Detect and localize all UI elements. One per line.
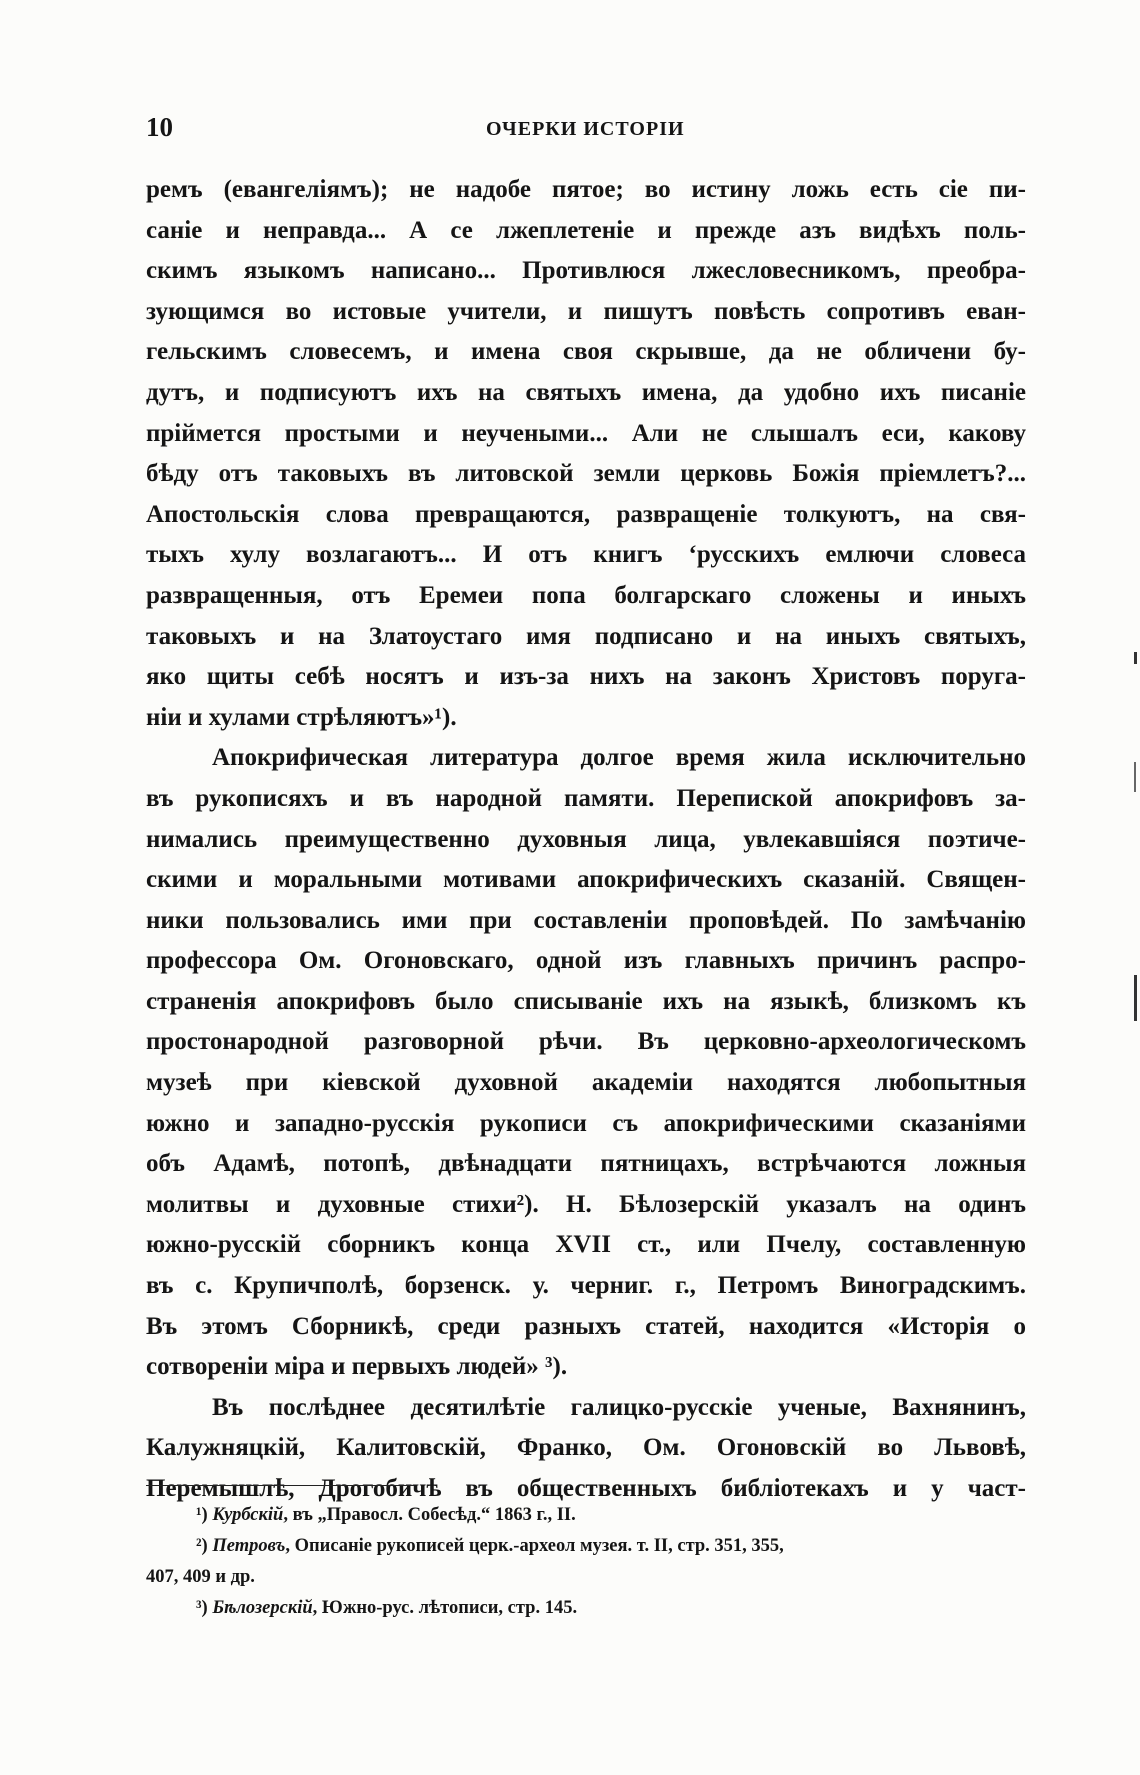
- text-line: объ Адамѣ, потопѣ, двѣнадцати пятницахъ, встрѣчаются ложныя: [146, 1150, 1026, 1178]
- running-title: ОЧЕРКИ ИСТОРІИ: [486, 118, 685, 140]
- footnote-divider: [146, 1485, 414, 1486]
- footnote-text: , въ „Правосл. Собесѣд.“ 1863 г., II.: [283, 1505, 576, 1525]
- footnote-3: [146, 1593, 1026, 1624]
- text-line: пріймется простыми и неучеными... Али не слышалъ еси, какову: [146, 419, 1026, 447]
- scan-artifact: [1134, 762, 1136, 792]
- text-line: простонародной разговорной рѣчи. Въ церковно-археологическомъ: [146, 1028, 1026, 1056]
- text-line: сотвореніи міра и первыхъ людей» ³).: [146, 1353, 568, 1381]
- text-line: страненія апокрифовъ было списываніе ихъ на языкѣ, близкомъ къ: [146, 987, 1026, 1015]
- footnote-marker: ²): [196, 1536, 208, 1556]
- text-line: ники пользовались ими при составленіи проповѣдей. По замѣчанію: [146, 906, 1026, 934]
- text-line: Въ этомъ Сборникѣ, среди разныхъ статей, находится «Исторія о: [146, 1312, 1026, 1340]
- page-header: [146, 112, 1026, 152]
- text-line: скимъ языкомъ написано... Противлюся лжесловесникомъ, преобра-: [146, 257, 1026, 285]
- text-line: въ рукописяхъ и въ народной памяти. Перепиской апокрифовъ за-: [146, 784, 1026, 812]
- footnote-2: [146, 1531, 1026, 1562]
- footnote-2-continuation: 407, 409 и др.: [146, 1567, 255, 1587]
- footnotes: [146, 1500, 1026, 1624]
- text-line: южно-русскій сборникъ конца XVII ст., или Пчелу, составленную: [146, 1231, 1026, 1259]
- text-line: Апостольскія слова превращаются, развращеніе толкуютъ, на свя-: [146, 500, 1026, 528]
- text-line: Калужняцкій, Калитовскій, Франко, Ом. Огоновскій во Львовѣ,: [146, 1434, 1026, 1462]
- text-line: яко щиты себѣ носятъ и изъ-за нихъ на законъ Христовъ поруга-: [146, 663, 1026, 691]
- footnote-1: [146, 1500, 1026, 1531]
- text-line: южно и западно-русскія рукописи съ апокрифическими сказаніями: [146, 1109, 1026, 1137]
- text-line: нимались преимущественно духовныя лица, увлекавшіяся поэтиче-: [146, 825, 1026, 853]
- text-line: гельскимъ словесемъ, и имена своя скрывше, да не обличени бу-: [146, 338, 1026, 366]
- text-line: музеѣ при кіевской духовной академіи находятся любопытныя: [146, 1069, 1026, 1097]
- main-text: [146, 170, 1026, 1510]
- footnote-marker: ³): [196, 1598, 208, 1618]
- text-line: молитвы и духовные стихи²). Н. Бѣлозерскій указалъ на одинъ: [146, 1190, 1026, 1218]
- footnote-text: , Южно-рус. лѣтописи, стр. 145.: [312, 1598, 578, 1618]
- text-line: саніе и неправда... А се лжеплетеніе и прежде азъ видѣхъ поль-: [146, 216, 1026, 244]
- paragraph-first-line: Апокрифическая литература долгое время жила исключительно: [212, 744, 1026, 772]
- page-number: 10: [146, 112, 173, 142]
- text-line: Перемышлѣ, Дрогобичѣ въ общественныхъ библіотекахъ и у част-: [146, 1475, 1026, 1502]
- scan-artifact: [1134, 975, 1137, 1021]
- footnote-author: Петровъ: [212, 1536, 286, 1556]
- text-line: зующимся во истовые учители, и пишутъ повѣсть сопротивъ еван-: [146, 297, 1026, 325]
- text-line: профессора Ом. Огоновскаго, одной изъ главныхъ причинъ распро-: [146, 947, 1026, 975]
- text-line: въ с. Крупичполѣ, борзенск. у. черниг. г., Петромъ Виноградскимъ.: [146, 1272, 1026, 1300]
- scan-artifact: [1134, 652, 1137, 664]
- footnote-author: Бѣлозерскій: [212, 1598, 313, 1618]
- text-line: скими и моральными мотивами апокрифическихъ сказаній. Священ-: [146, 866, 1026, 894]
- text-line: ремъ (евангеліямъ); не надобе пятое; во истину ложь есть сіе пи-: [146, 176, 1026, 203]
- footnote-author: Курбскій: [212, 1505, 284, 1525]
- text-line: таковыхъ и на Златоустаго имя подписано и на иныхъ святыхъ,: [146, 622, 1026, 650]
- text-line: дутъ, и подписуютъ ихъ на святыхъ имена, да удобно ихъ писаніе: [146, 378, 1026, 406]
- text-line: развращенныя, отъ Еремеи попа болгарскаго сложены и иныхъ: [146, 581, 1026, 609]
- text-line: бѣду отъ таковыхъ въ литовской земли церковь Божія пріемлетъ?...: [146, 460, 1026, 488]
- text-line: ніи и хулами стрѣляютъ»¹).: [146, 703, 457, 731]
- paragraph-first-line: Въ послѣднее десятилѣтіе галицко-русскіе ученые, Вахнянинъ,: [212, 1393, 1026, 1421]
- footnote-text: , Описаніе рукописей церк.-археол музея. т. II, стр. 351, 355,: [285, 1536, 784, 1556]
- text-line: тыхъ хулу возлагаютъ... И отъ книгъ ʻрусскихъ емлючи словеса: [146, 541, 1026, 569]
- footnote-marker: ¹): [196, 1505, 208, 1525]
